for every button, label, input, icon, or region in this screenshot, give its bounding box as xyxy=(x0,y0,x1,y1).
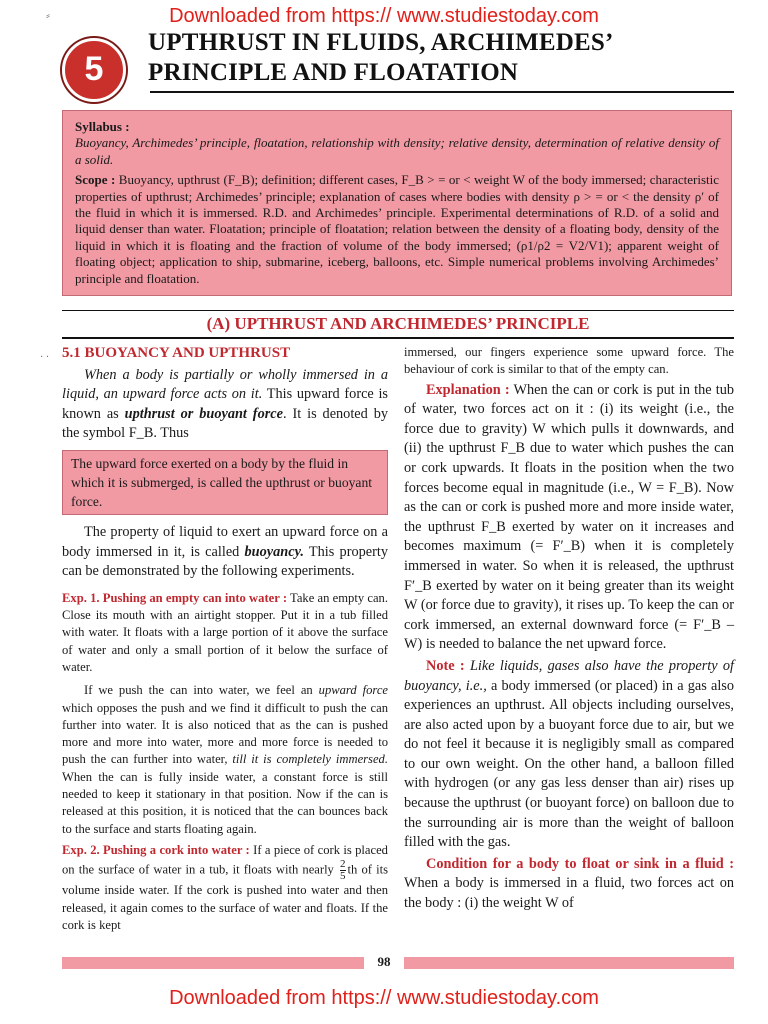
subsection-heading: 5.1 BUOYANCY AND UPTHRUST xyxy=(62,345,291,361)
title-underline xyxy=(150,91,734,93)
exp2-paragraph xyxy=(62,842,388,934)
buoyancy-paragraph xyxy=(62,523,388,582)
intro-text-a: This upward force is known as xyxy=(62,386,388,422)
right-column xyxy=(404,344,734,914)
intro-bold: upthrust or buoyant force xyxy=(124,405,283,422)
scope-text: Buoyancy, upthrust (F_B); definition; different cases, F_B > = or < weight W of the body immersed; characteristic properties of upthrust; Archimedes’ principle; explanation of cases where bodies with density ρ > = or < the density ρ′ of the fluid in which it is immersed. R.D. and Archimedes’ principle. Experimental determinations of R.D. of a solid and liquid denser than water. Floatation; principle of floatation; relation between the density of a floating body, density of the liquid in which it is floating and the fraction of volume of the body immersed; (ρ1/ρ2 = V2/V1); apparent weight of floating object; application to ship, submarine, iceberg, balloons, etc. Simple numerical problems involving Archimedes’ principle and floatation. xyxy=(75,172,719,286)
definition-box: The upward force exerted on a body by the fluid in which it is submerged, is called the upthrust or buoyant force. xyxy=(62,450,388,515)
intro-italic: When a body is partially or wholly immersed in a liquid, an upward force acts on it. xyxy=(62,366,388,403)
explanation-heading: Explanation : xyxy=(426,381,510,398)
fraction-numerator: 2 xyxy=(340,858,346,871)
exp1-heading: Exp. 1. Pushing an empty can into water : xyxy=(62,590,288,605)
margin-mark: ⸗ xyxy=(46,8,50,22)
note-paragraph xyxy=(404,657,734,853)
exp2-text-b: th of its volume inside water. If the cork is pushed into water and then released, it again comes to the surface of water and floats. If the cork is kept xyxy=(62,862,388,932)
section-rule-top xyxy=(62,310,734,311)
condition-text: When a body is immersed in a fluid, two forces act on the body : (i) the weight W of xyxy=(404,875,734,912)
chapter-title xyxy=(148,28,614,88)
margin-dots: · · xyxy=(40,352,50,363)
exp1-p2-italic1: upward force xyxy=(318,683,388,698)
fraction-denominator: 5 xyxy=(340,870,346,883)
fraction-two-fifths xyxy=(340,859,346,882)
exp1-p2-c: When the can is fully inside water, a constant force is still needed to keep it stationary in that position. Now if the can is released at this position, it is noticed that the can bounces back to the surface and starts floating again. xyxy=(62,769,388,836)
page-number: 98 xyxy=(364,951,404,973)
syllabus-text: Buoyancy, Archimedes’ principle, floatation, relationship with density; relative density, determination of relative density of a solid. xyxy=(75,135,719,167)
syllabus-label: Syllabus : xyxy=(75,119,130,134)
note-text: a body immersed (or placed) in a gas also experiences an upthrust. All objects including ourselves, are also acted upon by a buoyant force due to air, but we do not feel it because it is negligibly small as compared to our own weight. On the other hand, a balloon filled with hydrogen (or any gas less denser than air) rises up because the upthrust (or buoyant force) on balloon due to the surrounding air is more than the weight of balloon filled with the gas. xyxy=(404,677,735,851)
section-rule-bottom xyxy=(62,337,734,339)
buoyancy-bold: buoyancy. xyxy=(244,543,304,560)
explanation-text: When the can or cork is put in the tub of water, two forces act on it : (i) its weight (i.e., the force due to gravity) W which pulls it downwards, and (ii) the upthrust F_B due to water which pushes the can or cork upwards. It floats in the position when the two forces become equal in magnitude (i.e., W = F_B). Now as the can or cork is pushed more and more inside water, the upthrust F_B exerted by water on it increases and becomes maximum (= F′_B) when it is completely immersed in water. So when it is released, the upthrust F′_B exerted by water on it being greater than its weight W (or force due to gravity), it rises up. To keep the can or cork immersed, an external downward force (= F′_B – W) is needed to balance the net upward force. xyxy=(404,381,734,653)
scope-label: Scope : xyxy=(75,172,116,188)
syllabus-box xyxy=(62,110,732,296)
intro-paragraph xyxy=(62,366,388,444)
note-heading: Note : xyxy=(426,657,465,674)
exp2-text-a: If a piece of cork is placed on the surface of water in a tub, it floats with nearly xyxy=(62,842,388,877)
exp1-text: Take an empty can. Close its mouth with an airtight stopper. Put it in a tub filled with water. It floats with a large portion of it above the surface of water and only a small portion of it below the surface of water. xyxy=(62,590,388,674)
condition-heading: Condition for a body to float or sink in a fluid : xyxy=(426,855,734,872)
exp1-paragraph xyxy=(62,590,388,676)
section-heading: (A) UPTHRUST AND ARCHIMEDES’ PRINCIPLE xyxy=(206,314,590,333)
scope-paragraph xyxy=(75,172,719,287)
exp1-p2-a: If we push the can into water, we feel an xyxy=(84,683,313,698)
note-italic: Like liquids, gases also have the property of buoyancy, i.e., xyxy=(404,657,734,694)
chapter-title-line1: UPTHRUST IN FLUIDS, ARCHIMEDES’ xyxy=(148,29,614,56)
exp1-p2-b: which opposes the push and we find it difficult to push the can further into water. It is also noticed that as the can is pushed more and more into water, more and more force is needed to push the can further into water, xyxy=(62,700,388,767)
intro-text-b: . It is denoted by the symbol F_B. Thus xyxy=(62,405,388,442)
condition-paragraph xyxy=(404,855,734,914)
exp1-p2-italic2: till it is completely immersed. xyxy=(232,752,388,767)
chapter-title-line2: PRINCIPLE AND FLOATATION xyxy=(148,59,519,86)
buoyancy-text-b: This property can be demonstrated by the following experiments. xyxy=(62,543,388,580)
watermark-top[interactable]: Downloaded from https:// www.studiestoday.com xyxy=(169,5,599,27)
chapter-number-badge: 5 xyxy=(62,38,126,102)
buoyancy-text-a: The property of liquid to exert an upward force on a body immersed in it, is called xyxy=(62,523,388,560)
explanation-paragraph xyxy=(404,381,734,655)
exp2-heading: Exp. 2. Pushing a cork into water : xyxy=(62,842,250,857)
exp1-paragraph-2 xyxy=(62,682,388,838)
watermark-bottom[interactable]: Downloaded from https:// www.studiestoday.com xyxy=(169,987,599,1009)
continued-paragraph: immersed, our fingers experience some upward force. The behaviour of cork is similar to that of the empty can. xyxy=(404,345,734,377)
left-column xyxy=(62,344,388,934)
